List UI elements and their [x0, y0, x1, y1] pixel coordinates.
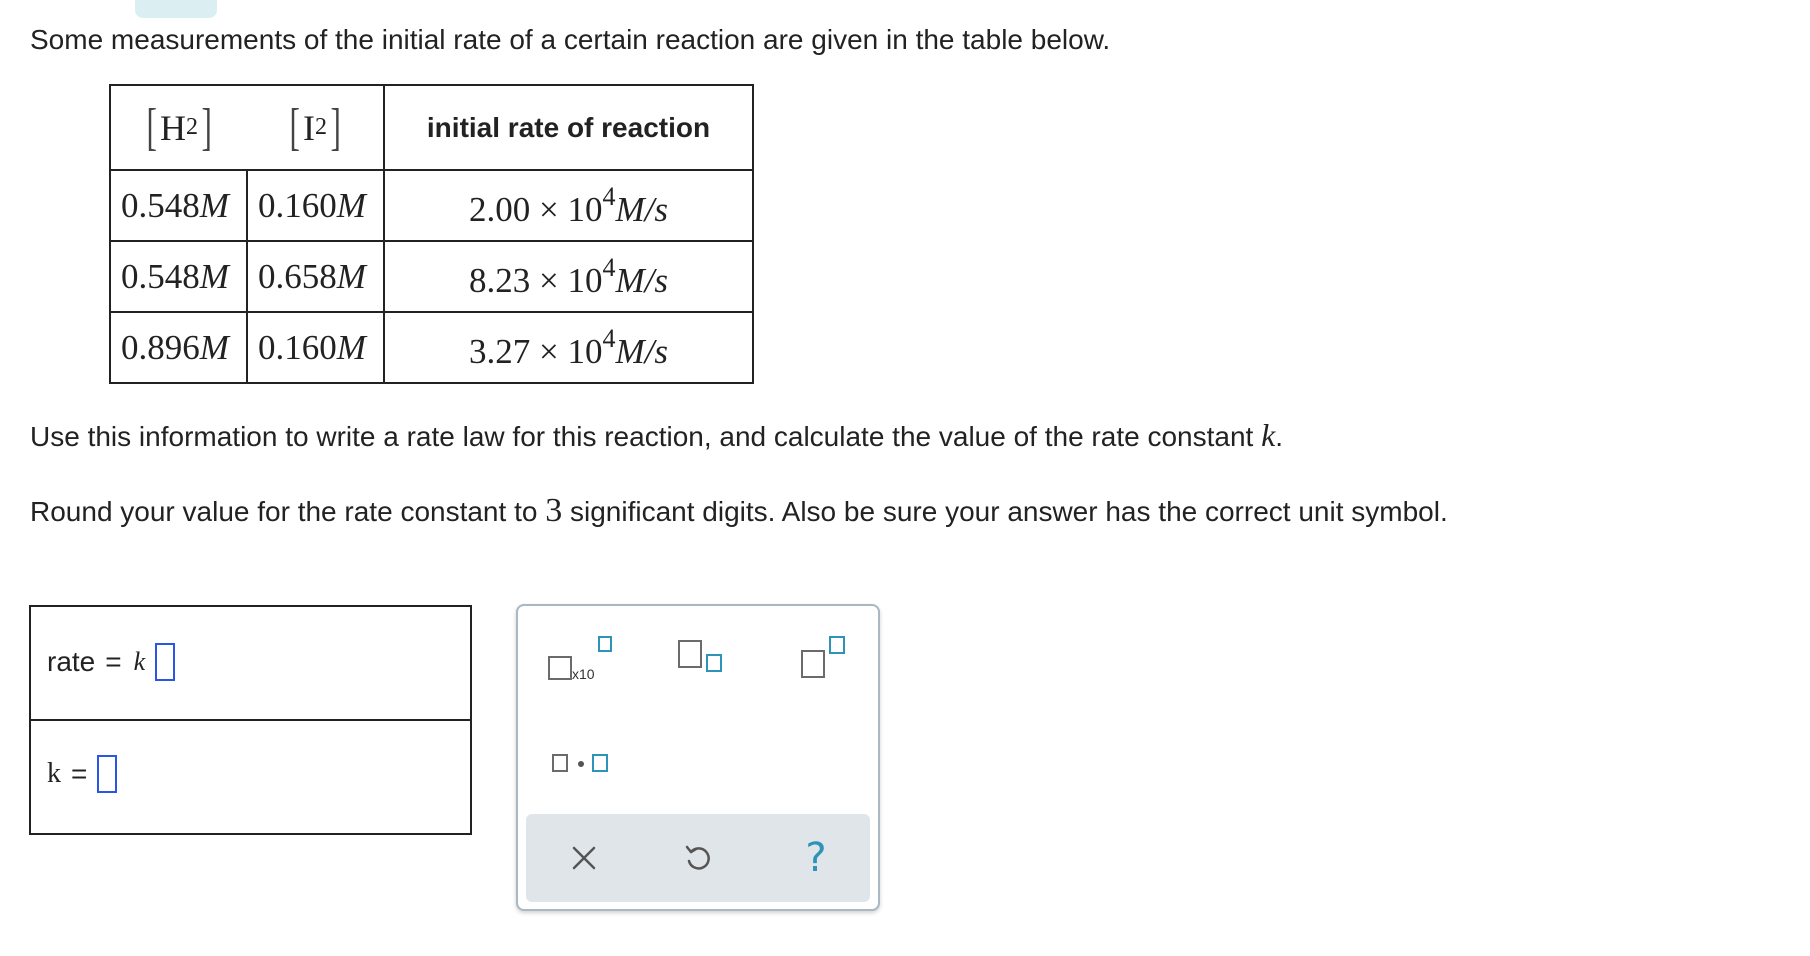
h2-value: 0.896	[121, 327, 200, 367]
base-box	[678, 640, 702, 668]
h2-subscript: 2	[186, 114, 198, 140]
i2-header	[247, 85, 384, 170]
period: .	[1275, 421, 1284, 452]
h2-cell	[110, 170, 247, 241]
help-glyph: ?	[805, 835, 827, 881]
h2-value: 0.548	[121, 185, 200, 225]
right-bracket: ]	[201, 98, 212, 156]
multiply-dot-icon[interactable]	[552, 750, 614, 776]
times-sign: ×	[539, 260, 559, 300]
i2-symbol: I	[303, 107, 315, 148]
k-symbol: k	[133, 647, 146, 676]
h2-symbol: H	[160, 107, 186, 148]
superscript-icon[interactable]	[801, 636, 851, 680]
rate-cell	[384, 241, 753, 312]
rate-law-input[interactable]	[155, 643, 175, 681]
k-label: k	[47, 758, 61, 789]
left-box	[552, 754, 568, 772]
sig-digits-number: 3	[545, 492, 563, 529]
rate-law-row	[31, 607, 470, 721]
rate-mantissa: 3.27	[469, 331, 531, 371]
rate-exponent: 4	[602, 323, 616, 353]
rate-data-table	[109, 84, 754, 384]
i2-cell	[247, 241, 384, 312]
top-tab[interactable]	[135, 0, 217, 18]
rate-mantissa: 2.00	[469, 189, 531, 229]
i2-value: 0.160	[258, 327, 337, 367]
rate-constant-expression	[47, 755, 117, 793]
rate-constant-row	[31, 721, 470, 835]
conc-unit: M	[199, 327, 229, 367]
table-header-row	[110, 85, 753, 170]
table-row	[110, 312, 753, 383]
rate-unit: M/s	[615, 260, 668, 300]
exponent-box	[598, 636, 612, 652]
answer-box	[29, 605, 472, 835]
conc-unit: M	[199, 185, 229, 225]
intro-label: Some measurements of the initial rate of a certain reaction are given in the table below.	[30, 24, 1111, 55]
dot-symbol	[578, 761, 584, 767]
rate-mantissa: 8.23	[469, 260, 531, 300]
left-bracket: [	[289, 98, 300, 156]
i2-cell	[247, 170, 384, 241]
conc-unit: M	[199, 256, 229, 296]
rate-constant-symbol: k	[1261, 417, 1276, 453]
rate-base: 10	[567, 260, 603, 300]
rate-constant-input[interactable]	[97, 755, 117, 793]
table-row	[110, 241, 753, 312]
undo-icon[interactable]	[668, 828, 728, 888]
right-box	[592, 754, 608, 772]
h2-cell	[110, 312, 247, 383]
times-ten-power-icon[interactable]	[548, 636, 618, 688]
table-row	[110, 170, 753, 241]
x10-label: x10	[572, 666, 595, 682]
subscript-icon[interactable]	[678, 640, 728, 680]
times-sign: ×	[539, 331, 559, 371]
conc-unit: M	[336, 185, 366, 225]
times-sign: ×	[539, 189, 559, 229]
rate-exponent: 4	[602, 252, 616, 282]
equals-sign: =	[105, 646, 122, 677]
action-bar	[526, 814, 870, 902]
i2-value: 0.160	[258, 185, 337, 225]
i2-subscript: 2	[315, 114, 327, 140]
rate-label: rate	[47, 646, 96, 677]
conc-unit: M	[336, 327, 366, 367]
base-box	[801, 650, 825, 678]
subscript-box	[706, 654, 722, 672]
i2-cell	[247, 312, 384, 383]
left-bracket: [	[146, 98, 157, 156]
rate-unit: M/s	[615, 189, 668, 229]
rate-cell	[384, 170, 753, 241]
instruction-text: significant digits. Also be sure your answer has the correct unit symbol.	[562, 496, 1448, 527]
rate-law-expression	[47, 643, 175, 681]
rate-unit: M/s	[615, 331, 668, 371]
right-bracket: ]	[330, 98, 341, 156]
rate-base: 10	[567, 331, 603, 371]
i2-value: 0.658	[258, 256, 337, 296]
equals-sign: =	[71, 758, 88, 789]
rate-exponent: 4	[602, 181, 616, 211]
rate-cell	[384, 312, 753, 383]
h2-value: 0.548	[121, 256, 200, 296]
conc-unit: M	[336, 256, 366, 296]
rate-base: 10	[567, 189, 603, 229]
clear-icon[interactable]	[554, 828, 614, 888]
intro-text	[30, 24, 1110, 56]
instruction-text: Round your value for the rate constant to	[30, 496, 546, 527]
rate-header: initial rate of reaction	[384, 85, 753, 170]
instruction-line-2	[30, 492, 1448, 530]
superscript-box	[829, 636, 845, 654]
h2-header	[110, 85, 247, 170]
instruction-text: Use this information to write a rate law for this reaction, and calculate the value of the rate constant	[30, 421, 1262, 452]
h2-cell	[110, 241, 247, 312]
instruction-line-1	[30, 417, 1283, 454]
base-box	[548, 656, 572, 680]
math-tool-palette	[516, 604, 880, 911]
help-icon[interactable]	[786, 828, 846, 888]
